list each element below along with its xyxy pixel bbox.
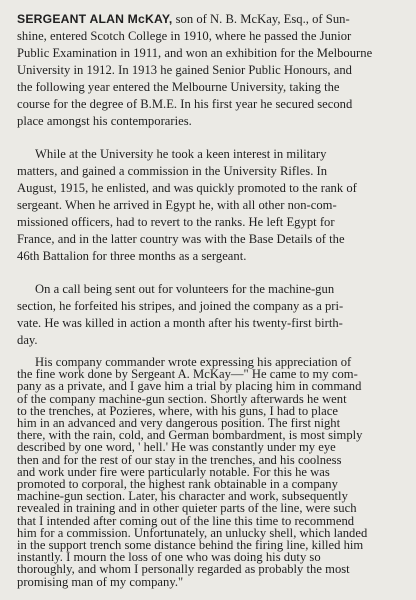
paragraph-4-line-7: there, with the rain, cold, and German bombardment, is most simply (17, 428, 363, 443)
paragraph-2-line-5: missioned officers, had to revert to the ranks. He left Egypt for (17, 215, 335, 229)
paragraph-4-line-9: then and for the rest of our stay in the trenches, and his coolness (17, 452, 342, 467)
paragraph-1-line-6: course for the degree of B.M.E. In his first year he secured second (17, 97, 353, 111)
paragraph-4-line-10: and work under fire were particularly notable. For this he was (17, 464, 330, 479)
paragraph-4-line-13: revealed in training and in other quieter parts of the line, were such (17, 501, 357, 516)
paragraph-3-line-1: On a call being sent out for volunteers for the machine-gun (35, 282, 335, 296)
paragraph-4-line-15: him for a commission. Unfortunately, an unlucky shell, which landed (17, 525, 368, 540)
paragraph-2-line-4: sergeant. When he arrived in Egypt he, with all other non-com- (17, 198, 337, 212)
paragraph-1-line-2: shine, entered Scotch College in 1910, where he passed the Junior (17, 29, 352, 43)
paragraph-3-line-4: day. (17, 333, 38, 347)
paragraph-4-line-2: the fine work done by Sergeant A. McKay—" He came to my com- (17, 367, 358, 382)
heading-name: SERGEANT ALAN McKAY, (17, 12, 173, 26)
paragraph-2-line-6: France, and in the latter country was with the Base Details of the (17, 232, 345, 246)
paragraph-1-line-1 (17, 12, 350, 26)
paragraph-4-line-14: that I intended after coming out of the line this time to recommend (17, 513, 355, 528)
paragraph-4-line-3: pany as a private, and I gave him a trial by placing him in command (17, 379, 362, 394)
paragraph-4-line-19: promising man of my company." (17, 574, 184, 589)
paragraph-4-line-17: instantly. I mourn the loss of one who was doing his duty so (17, 550, 321, 565)
paragraph-1-line-3: Public Examination in 1911, and won an exhibition for the Melbourne (17, 46, 373, 60)
paragraph-2-line-3: August, 1915, he enlisted, and was quickly promoted to the rank of (17, 181, 357, 195)
paragraph-1-line-4: University in 1912. In 1913 he gained Senior Public Honours, and (17, 63, 352, 77)
paragraph-4-line-16: in the support trench some distance behind the firing line, killed him (17, 538, 364, 552)
paragraph-4-line-4: of the company machine-gun section. Shortly afterwards he went (17, 391, 347, 406)
paragraph-4-line-6: him in an advanced and very dangerous position. The first night (17, 416, 341, 430)
paragraph-2-line-2: matters, and gained a commission in the University Rifles. In (17, 164, 328, 178)
paragraph-4-line-5: to the trenches, at Pozieres, where, with his guns, I had to place (17, 403, 338, 418)
paragraph-4-line-18: thoroughly, and whom I personally regarded as probably the most (17, 562, 350, 577)
paragraph-4-line-12: machine-gun section. Later, his character and work, subsequently (17, 489, 348, 504)
paragraph-4-line-11: promoted to corporal, the highest rank obtainable in a company (17, 477, 338, 491)
paragraph-4-line-8: described by one word, ' hell.' He was constantly under my eye (17, 440, 336, 455)
paragraph-2-line-1: While at the University he took a keen interest in military (35, 147, 327, 161)
paragraph-3-line-3: vate. He was killed in action a month after his twenty-first birth- (17, 316, 343, 330)
paragraph-4-line-1: His company commander wrote expressing his appreciation of (35, 355, 352, 369)
paragraph-1-line-1-text: son of N. B. McKay, Esq., of Sun- (172, 12, 350, 26)
paragraph-1-line-7: place amongst his contemporaries. (17, 114, 192, 128)
paragraph-1-line-5: the following year entered the Melbourne University, taking the (17, 80, 340, 94)
paragraph-3-line-2: section, he forfeited his stripes, and joined the company as a pri- (17, 299, 344, 313)
paragraph-2-line-7: 46th Battalion for three months as a sergeant. (17, 249, 247, 263)
